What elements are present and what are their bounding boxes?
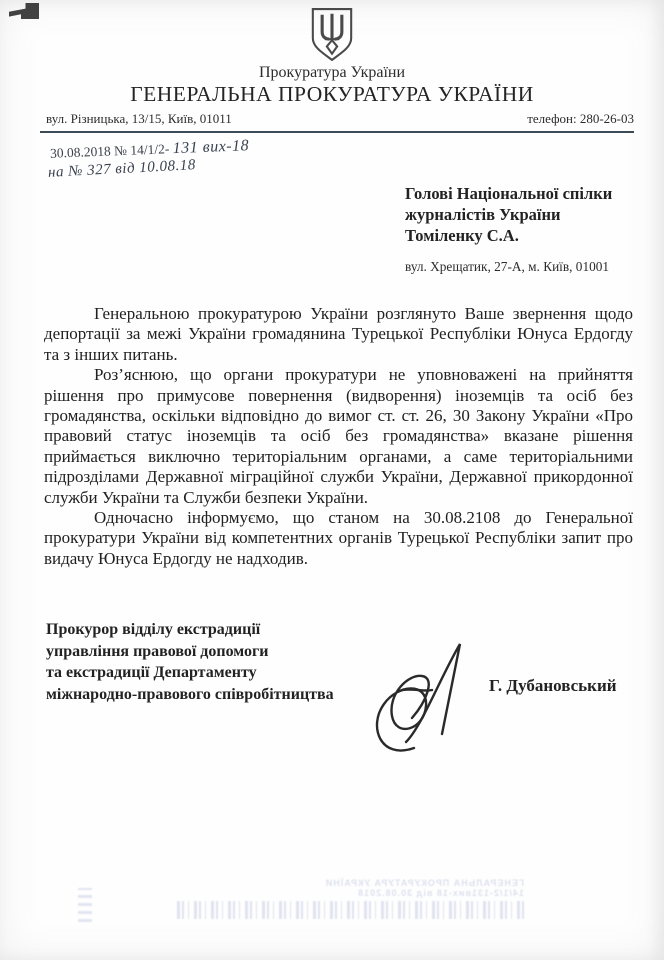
letterhead-contact-row	[46, 111, 634, 127]
reply-handwritten: на № 327 від 10.08.18	[47, 157, 197, 181]
signer-title-line: Прокурор відділу екстрадиції	[46, 621, 261, 638]
body-paragraph: Генеральною прокуратурою України розглянуто Ваше звернення щодо депортації за межі України громадянина Турецької Республіки Юнуса Ердогду та з інших питань.	[44, 304, 633, 364]
addressee-line: Голові Національної спілки	[405, 184, 613, 203]
ukraine-trident-emblem-icon	[0, 7, 664, 63]
signer-name: Г. Дубановський	[489, 676, 617, 695]
body-paragraph: Одночасно інформуємо, що станом на 30.08.2108 до Генеральної прокуратури України від компетентних органів Турецької Республіки запит про видачу Юнуса Ердогду не надходив.	[44, 508, 633, 568]
letterhead-address: вул. Різницька, 13/15, Київ, 01011	[46, 111, 232, 126]
org-name-large: ГЕНЕРАЛЬНА ПРОКУРАТУРА УКРАЇНИ	[130, 82, 534, 106]
reference-handwritten-number: 131 вих-18	[172, 137, 250, 158]
addressee-postal-address: вул. Хрещатик, 27-А, м. Київ, 01001	[405, 259, 610, 274]
org-name-small: Прокуратура України	[258, 64, 406, 81]
bleed-stamp-barcode	[172, 901, 524, 919]
letter-body	[44, 304, 633, 569]
handwritten-signature	[362, 630, 472, 767]
body-paragraph: Роз’яснюю, що органи прокуратури не уповноважені на прийняття рішення про примусове повернення (видворення) іноземців та осіб без громадянства, оскільки відповідно до вимог ст. ст. 26, 30 Закону України «Про правовий статус іноземців та осіб без громадянства» вказане рішення приймається виключно територіальним органами, а саме територіальними підрозділами Державної міграційної служби України, Державної прикордонної служби України та Служби безпеки України.	[44, 365, 633, 507]
reference-printed: 30.08.2018 № 14/1/2-	[49, 141, 170, 161]
bleed-stamp-text: 14/1/2-131вих-18 від 30.08.2018	[357, 888, 524, 898]
signer-title-line: та екстрадиції Департаменту	[46, 664, 257, 681]
letterhead-divider	[40, 131, 634, 133]
addressee-line: Томіленку С.А.	[405, 226, 519, 245]
signer-title-line: міжнародно-правового співробітництва	[46, 685, 334, 703]
letterhead-phone: телефон: 280-26-03	[527, 111, 634, 126]
signer-title-block	[46, 619, 334, 705]
addressee-block	[405, 183, 612, 246]
bleed-through-stamp	[124, 878, 524, 944]
addressee-line: журналістів України	[405, 205, 561, 224]
bleed-stamp-text: ГЕНЕРАЛЬНА ПРОКУРАТУРА УКРАЇНИ	[324, 878, 524, 888]
signer-title-line: управління правової допомоги	[46, 642, 269, 660]
bleed-stamp-edge-marks	[78, 888, 92, 922]
